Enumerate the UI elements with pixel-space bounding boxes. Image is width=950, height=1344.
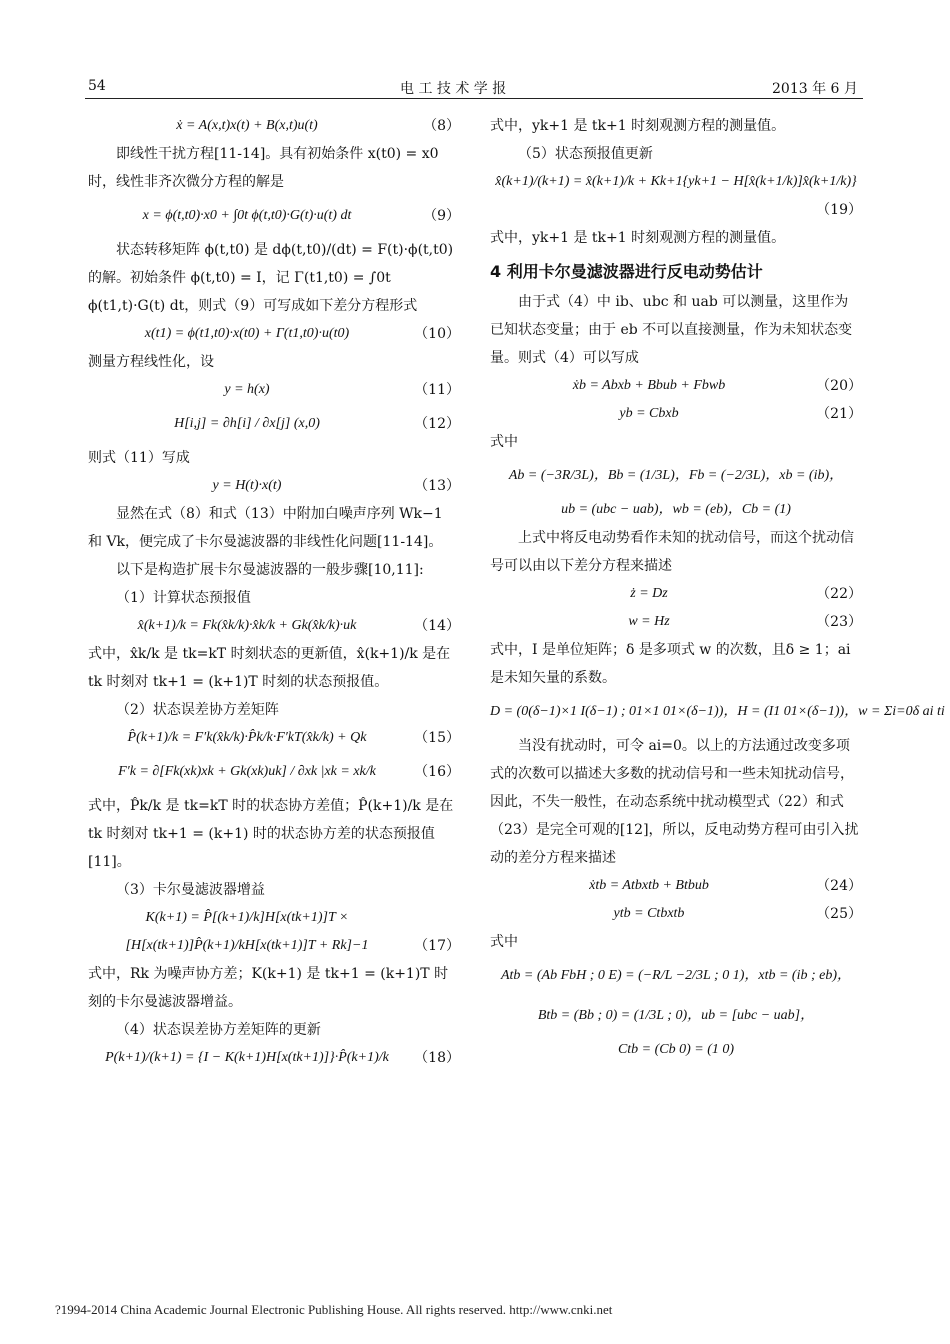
equation-number: （13） [414,478,460,494]
equation-24 [490,872,862,900]
equation-formula: x̂(k+1)/k = Fk(x̂k/k)·x̂k/k + Gk(x̂k/k)·uk [137,618,357,633]
equation-formula: y = h(x) [224,382,270,397]
equation-number: （17） [414,938,460,954]
paragraph: 状态转移矩阵 ϕ(t,t0) 是 dϕ(t,t0)/(dt) = F(t)·ϕ(t,t0) 的解。初始条件 ϕ(t,t0) = I，记 Γ(t1,t0) = ∫0t ϕ(t1,t)·G(t) dt，则式（9）可写成如下差分方程形式 [88,242,454,314]
equation-formula: H[i,j] = ∂h[i] / ∂x[j] (x,0) [174,416,320,431]
paragraph: 以下是构造扩展卡尔曼滤波器的一般步骤[10,11]: [116,562,424,578]
journal-title: 电 工 技 术 学 报 [400,81,507,97]
left-column [88,112,460,1072]
equation-formula: ub = (ubc − uab)，wb = (eb)，Cb = (1) [561,502,791,517]
matrix-definitions [490,1036,862,1064]
equation-number: （8） [423,118,460,134]
matrix-definitions [490,692,945,732]
equation-number: （18） [414,1050,460,1066]
equation-19 [490,168,862,196]
equation-number: （11） [414,382,460,398]
step-heading: （3）卡尔曼滤波器增益 [116,882,265,898]
equation-21 [490,400,862,428]
paragraph: 式中，yk+1 是 tk+1 时刻观测方程的测量值。 [490,230,786,246]
equation-number: （20） [816,378,862,394]
page-number: 54 [88,78,106,94]
equation-formula: Ab = (−3R/3L)，Bb = (1/3L)，Fb = (−2/3L)，xb = (ib)， [508,468,844,483]
equation-number: （24） [816,878,862,894]
equation-formula: Atb = (Ab FbH ; 0 E) = (−R/L −2/3L ; 0 1)，xtb = (ib ; eb)， [500,968,851,983]
equation-20 [490,372,862,400]
paragraph: 则式（11）写成 [88,450,190,466]
equation-17-line2 [88,932,460,960]
equation-16 [88,752,460,792]
equation-formula: D = (0(δ−1)×1 I(δ−1) ; 01×1 01×(δ−1))，H = (I1 01×(δ−1))，w = Σi=0δ ai ti [490,704,945,719]
equation-number: （9） [423,208,460,224]
matrix-definitions [490,956,862,996]
paragraph: 式中 [490,934,518,950]
equation-formula: F′k = ∂[Fk(xk)xk + Gk(xk)uk] / ∂xk |xk = xk/k [118,764,376,779]
paragraph: 测量方程线性化，设 [88,354,214,370]
equation-number: （14） [414,618,460,634]
equation-formula: y = H(t)·x(t) [212,478,282,493]
equation-formula: Btb = (Bb ; 0) = (1/3L ; 0)，ub = [ubc − uab]， [537,1008,815,1023]
step-heading: （5）状态预报值更新 [518,146,653,162]
equation-22 [490,580,862,608]
equation-formula: ytb = Ctbxtb [613,906,685,921]
equation-formula: [H[x(tk+1)]P̂(k+1)/kH[x(tk+1)]T + Rk]−1 [125,938,369,953]
equation-number: （10） [414,326,460,342]
equation-formula: ẋb = Abxb + Bbub + Fbwb [572,378,726,393]
paragraph: 式中，yk+1 是 tk+1 时刻观测方程的测量值。 [490,118,786,134]
equation-number: （16） [414,764,460,780]
step-heading: （2）状态误差协方差矩阵 [116,702,279,718]
paragraph: 式中，Rk 为噪声协方差；K(k+1) 是 tk+1 = (k+1)T 时刻的卡尔曼滤波器增益。 [88,966,449,1010]
equation-number: （25） [816,906,862,922]
section-heading: 4 利用卡尔曼滤波器进行反电动势估计 [490,262,763,281]
equation-25 [490,900,862,928]
equation-formula: K(k+1) = P̂[(k+1)/k]H[x(tk+1)]T × [145,910,349,925]
equation-14 [88,612,460,640]
equation-formula: ẋ = A(x,t)x(t) + B(x,t)u(t) [176,118,318,133]
paragraph: 式中，P̂k/k 是 tk=kT 时的状态协方差值；P̂(k+1)/k 是在 tk 时刻对 tk+1 = (k+1) 时的状态协方差的状态预报值[11]。 [88,798,454,870]
right-column [490,112,945,1064]
paragraph: 上式中将反电动势看作未知的扰动信号，而这个扰动信号可以由以下差分方程来描述 [490,530,854,574]
header-rule [85,98,863,99]
equation-number: （22） [816,586,862,602]
equation-number: （21） [816,406,862,422]
equation-formula: Ctb = (Cb 0) = (1 0) [617,1042,735,1057]
copyright-footer: ?1994-2014 China Academic Journal Electronic Publishing House. All rights reserved. http://www.cnki.net [55,1302,613,1317]
paragraph: 即线性干扰方程[11-14]。具有初始条件 x(t0) = x0 时，线性非齐次微分方程的解是 [88,146,439,190]
equation-12 [88,404,460,444]
equation-11 [88,376,460,404]
equation-23 [490,608,862,636]
equation-formula: ż = Dz [630,586,668,601]
equation-number: （12） [414,416,460,432]
equation-10 [88,320,460,348]
paragraph: 当没有扰动时，可令 ai=0。以上的方法通过改变多项式的次数可以描述大多数的扰动信号和一些未知扰动信号，因此，不失一般性，在动态系统中扰动模型式（22）和式（23）是完全可观的[12]，所以，反电动势方程可由引入扰动的差分方程来描述 [490,738,859,866]
equation-formula: x = ϕ(t,t0)·x0 + ∫0t ϕ(t,t0)·G(t)·u(t) dt [142,208,352,223]
equation-formula: w = Hz [628,614,670,629]
equation-number: （15） [414,730,460,746]
equation-8 [88,112,460,140]
matrix-definitions [490,496,862,524]
step-heading: （4）状态误差协方差矩阵的更新 [116,1022,321,1038]
equation-19-number-line [490,196,862,224]
equation-formula: P̂(k+1)/k = F′k(x̂k/k)·P̂k/k·F′kT(x̂k/k) + Qk [127,730,367,745]
equation-formula: ẋtb = Atbxtb + Btbub [589,878,709,893]
equation-9 [88,196,460,236]
equation-18 [88,1044,460,1072]
matrix-definitions [490,996,862,1036]
equation-number: （23） [816,614,862,630]
equation-formula: x̂(k+1)/(k+1) = x̂(k+1)/k + Kk+1{yk+1 − H[x̂(k+1/k)]x̂(k+1/k)} [495,174,857,189]
paragraph: 由于式（4）中 ib、ubc 和 uab 可以测量，这里作为已知状态变量；由于 eb 不可以直接测量，作为未知状态变量。则式（4）可以写成 [490,294,853,366]
equation-15 [88,724,460,752]
paragraph: 式中，I 是单位矩阵；δ 是多项式 w 的次数，且δ ≥ 1；ai 是未知矢量的系数。 [490,642,851,686]
paragraph: 式中 [490,434,518,450]
matrix-definitions [490,456,862,496]
equation-formula: x(t1) = ϕ(t1,t0)·x(t0) + Γ(t1,t0)·u(t0) [144,326,350,341]
equation-formula: P(k+1)/(k+1) = {I − K(k+1)H[x(tk+1)]}·P̂(k+1)/k [105,1050,389,1065]
equation-number: （19） [816,202,862,218]
equation-formula: yb = Cbxb [619,406,679,421]
issue-date: 2013 年 6 月 [772,81,858,97]
step-heading: （1）计算状态预报值 [116,590,251,606]
equation-17-line1 [88,904,460,932]
equation-13 [88,472,460,500]
paragraph: 式中，x̂k/k 是 tk=kT 时刻状态的更新值，x̂(k+1)/k 是在 tk 时刻对 tk+1 = (k+1)T 时刻的状态预报值。 [88,646,451,690]
paragraph: 显然在式（8）和式（13）中附加白噪声序列 Wk−1 和 Vk，便完成了卡尔曼滤波器的非线性化问题[11-14]。 [88,506,443,550]
